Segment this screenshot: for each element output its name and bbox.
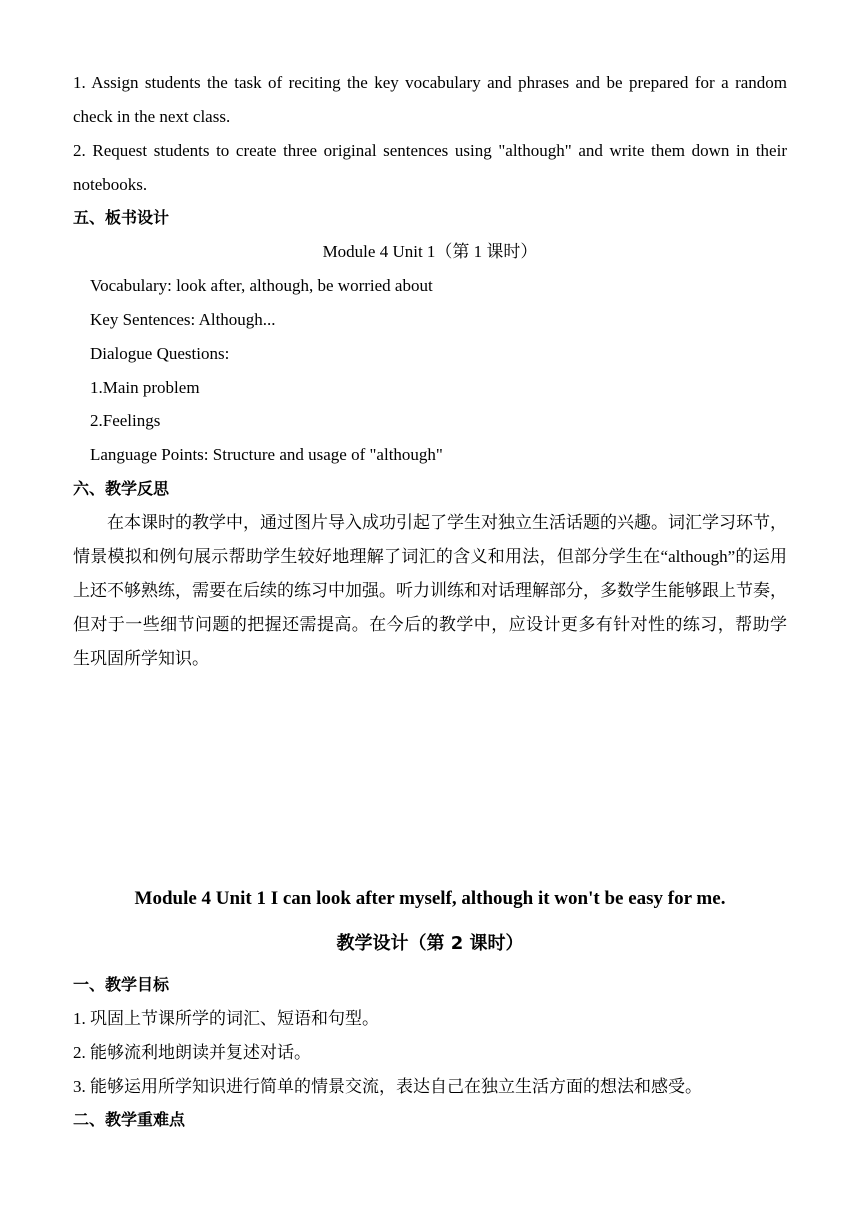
reflection-line-4: 但对于一些细节问题的把握还需提高。在今后的教学中，应设计更多有针对性的练习，帮助学 [73,615,787,634]
reflection-line-5: 生巩固所学知识。 [73,649,209,668]
objective-3: 3. 能够运用所学知识进行简单的情景交流，表达自己在独立生活方面的想法和感受。 [73,1077,702,1096]
reflection-line-2: 情景模拟和例句展示帮助学生较好地理解了词汇的含义和用法，但部分学生在“although”的运用 [73,547,787,566]
reflection-line-1: 在本课时的教学中，通过图片导入成功引起了学生对独立生活话题的兴趣。词汇学习环节， [107,513,787,532]
board-dialogue-questions: Dialogue Questions: [90,344,230,363]
objectives-heading: 一、教学目标 [73,975,170,994]
homework-item1-line2: check in the next class. [73,107,231,126]
board-design-heading: 五、板书设计 [73,208,170,227]
homework-item2-line1: 2. Request students to create three original sentences using "although" and write them down in their [73,141,787,160]
board-design-title: Module 4 Unit 1（第 1 课时） [322,242,538,261]
board-question-2: 2.Feelings [90,411,161,430]
reflection-heading: 六、教学反思 [73,479,170,498]
reflection-line-3: 上还不够熟练，需要在后续的练习中加强。听力训练和对话理解部分，多数学生能够跟上节奏， [73,581,787,600]
board-key-sentences: Key Sentences: Although... [90,310,276,329]
board-question-1: 1.Main problem [90,378,200,397]
lesson2-title: Module 4 Unit 1 I can look after myself, although it won't be easy for me. [134,888,726,909]
homework-item1-line1: 1. Assign students the task of reciting the key vocabulary and phrases and be prepared for a random [73,73,787,92]
homework-item2-line2: notebooks. [73,175,148,194]
key-points-heading: 二、教学重难点 [73,1110,186,1129]
board-language-points: Language Points: Structure and usage of "although" [90,445,443,464]
board-vocabulary: Vocabulary: look after, although, be worried about [90,276,433,295]
lesson2-subtitle: 教学设计（第 2 课时） [336,933,524,954]
objective-1: 1. 巩固上节课所学的词汇、短语和句型。 [73,1009,379,1028]
objective-2: 2. 能够流利地朗读并复述对话。 [73,1043,311,1062]
